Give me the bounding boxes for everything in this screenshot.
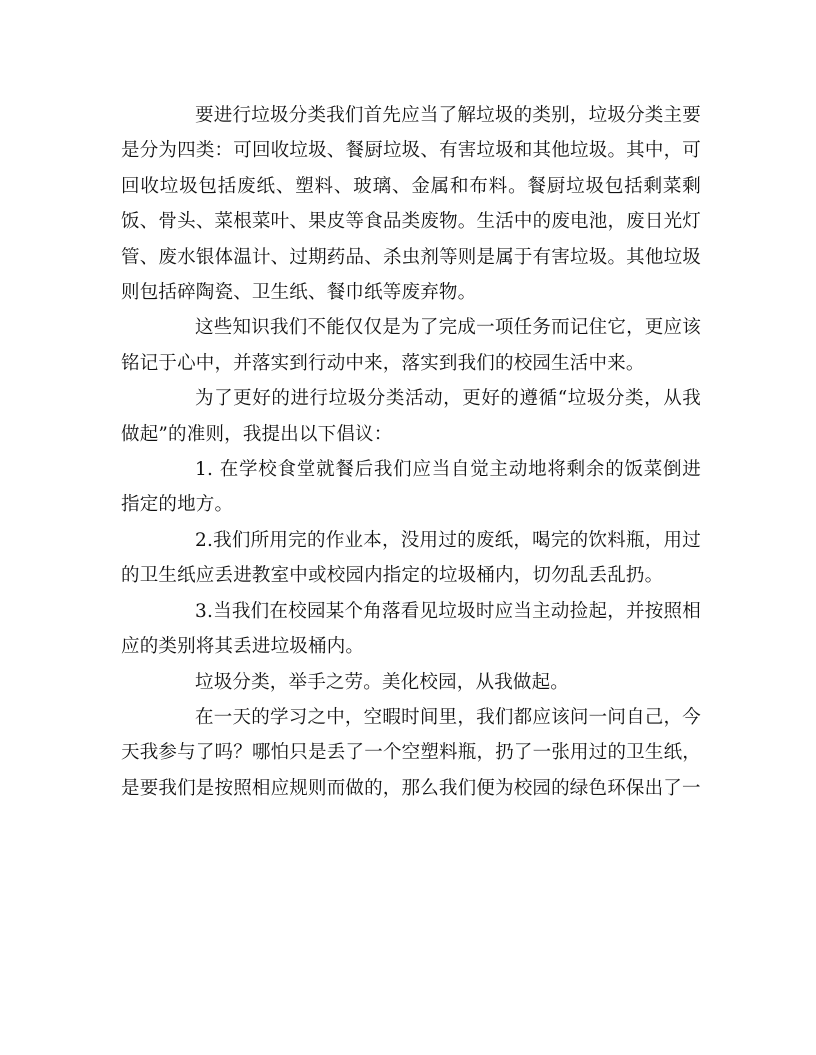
paragraph-proposal-item-3: 3.当我们在校园某个角落看见垃圾时应当主动捡起，并按照相应的类别将其丢进垃圾桶内。 — [121, 600, 701, 658]
paragraph-proposal-item-1: 1. 在学校食堂就餐后我们应当自觉主动地将剩余的饭菜倒进指定的地方。 — [121, 459, 701, 516]
paragraph-remember-knowledge: 这些知识我们不能仅仅是为了完成一项任务而记住它，更应该铭记于心中，并落实到行动中来，落实到我们的校园生活中来。 — [121, 317, 701, 374]
paragraph-garbage-categories: 要进行垃圾分类我们首先应当了解垃圾的类别，垃圾分类主要是分为四类：可回收垃圾、餐厨垃圾、有害垃圾和其他垃圾。其中，可回收垃圾包括废纸、塑料、玻璃、金属和布料。餐厨垃圾包括剩菜剩饭、骨头、菜根菜叶、果皮等食品类废物。生活中的废电池，废日光灯管、废水银体温计、过期药品、杀虫剂等则是属于有害垃圾。其他垃圾则包括碎陶瓷、卫生纸、餐巾纸等废弃物。 — [121, 105, 701, 304]
paragraph-slogan: 垃圾分类，举手之劳。美化校园，从我做起。 — [195, 671, 570, 693]
paragraph-proposal-item-2: 2.我们所用完的作业本，没用过的废纸，喝完的饮料瓶，用过的卫生纸应丢进教室中或校园内指定的垃圾桶内，切勿乱丢乱扔。 — [121, 529, 701, 587]
document-body — [121, 98, 701, 806]
paragraph-proposal-intro: 为了更好的进行垃圾分类活动，更好的遵循“垃圾分类，从我做起”的准则，我提出以下倡议： — [121, 388, 701, 445]
paragraph-reflection: 在一天的学习之中，空暇时间里，我们都应该问一问自己，今天我参与了吗？哪怕只是丢了一个空塑料瓶，扔了一张用过的卫生纸，是要我们是按照相应规则而做的，那么我们便为校园的绿色环保出了一 — [121, 706, 701, 799]
